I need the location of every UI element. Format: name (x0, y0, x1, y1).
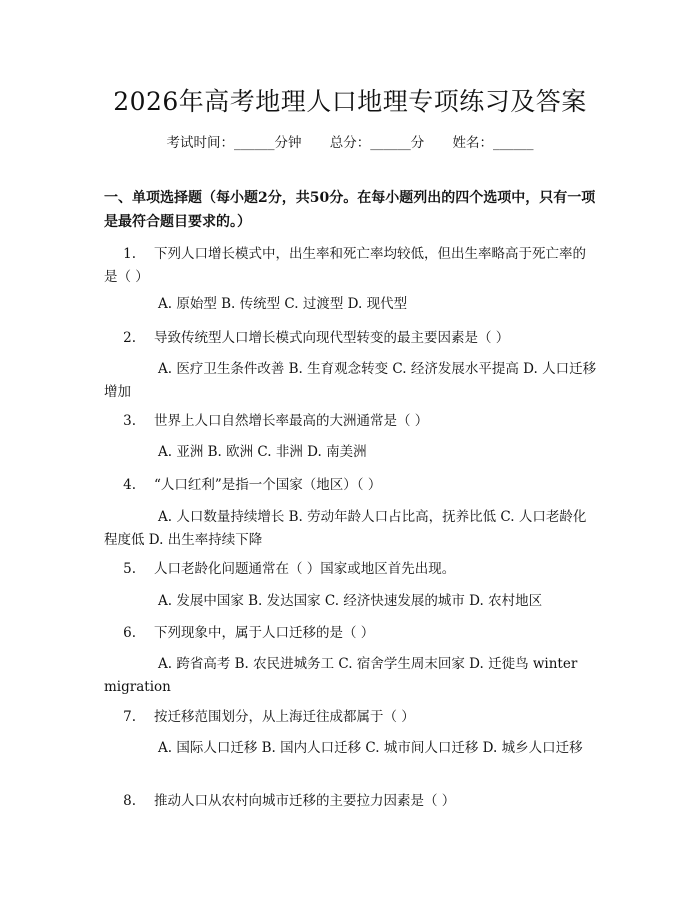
question (104, 327, 599, 350)
question-number: 8. (123, 793, 136, 809)
question-number: 3. (123, 413, 136, 429)
question (104, 558, 599, 581)
document-title: 2026年高考地理人口地理专项练习及答案 (113, 87, 587, 116)
question-text: “人口红利”是指一个国家（地区）（ ） (154, 477, 382, 493)
question-options: A. 亚洲 B. 欧洲 C. 非洲 D. 南美洲 (158, 444, 367, 460)
question-options: A. 医疗卫生条件改善 B. 生育观念转变 C. 经济发展水平提高 D. 人口迁移增加 (104, 361, 597, 400)
question-options: A. 国际人口迁移 B. 国内人口迁移 C. 城市间人口迁移 D. 城乡人口迁移 (158, 740, 583, 756)
question (104, 622, 599, 645)
question-options: A. 跨省高考 B. 农民进城务工 C. 宿舍学生周末回家 D. 迁徙鸟 winter migration (104, 656, 578, 695)
question-text: 推动人口从农村向城市迁移的主要拉力因素是（ ） (154, 793, 456, 809)
exam-time: 考试时间：______分钟 (166, 135, 302, 151)
question-number: 5. (123, 561, 136, 577)
section-heading: 一、单项选择题（每小题2分，共50分。在每小题列出的四个选项中，只有一项是最符合题目要求的。） (104, 190, 596, 230)
exam-meta (0, 131, 700, 151)
question-number: 2. (123, 330, 136, 346)
question (104, 474, 599, 497)
question-options: A. 发展中国家 B. 发达国家 C. 经济快速发展的城市 D. 农村地区 (158, 593, 543, 609)
question-options: A. 原始型 B. 传统型 C. 过渡型 D. 现代型 (158, 296, 408, 312)
question-text: 按迁移范围划分，从上海迁往成都属于（ ） (154, 709, 415, 725)
question-text: 下列现象中，属于人口迁移的是（ ） (154, 625, 375, 641)
question (104, 410, 599, 433)
question-text: 下列人口增长模式中，出生率和死亡率均较低，但出生率略高于死亡率的是（ ） (104, 246, 586, 285)
student-name: 姓名：______ (452, 135, 534, 151)
question-text: 世界上人口自然增长率最高的大洲通常是（ ） (154, 413, 429, 429)
question (104, 706, 599, 729)
question (104, 243, 599, 289)
exam-score: 总分：______分 (329, 135, 425, 151)
question-number: 1. (123, 246, 136, 262)
question-options: A. 人口数量持续增长 B. 劳动年龄人口占比高，抚养比低 C. 人口老龄化程度低 D. 出生率持续下降 (104, 509, 587, 548)
question-text: 导致传统型人口增长模式向现代型转变的最主要因素是（ ） (154, 330, 510, 346)
question-text: 人口老龄化问题通常在（ ）国家或地区首先出现。 (154, 561, 456, 577)
question-number: 4. (123, 477, 136, 493)
question-number: 6. (123, 625, 136, 641)
question-number: 7. (123, 709, 136, 725)
question (104, 790, 599, 813)
